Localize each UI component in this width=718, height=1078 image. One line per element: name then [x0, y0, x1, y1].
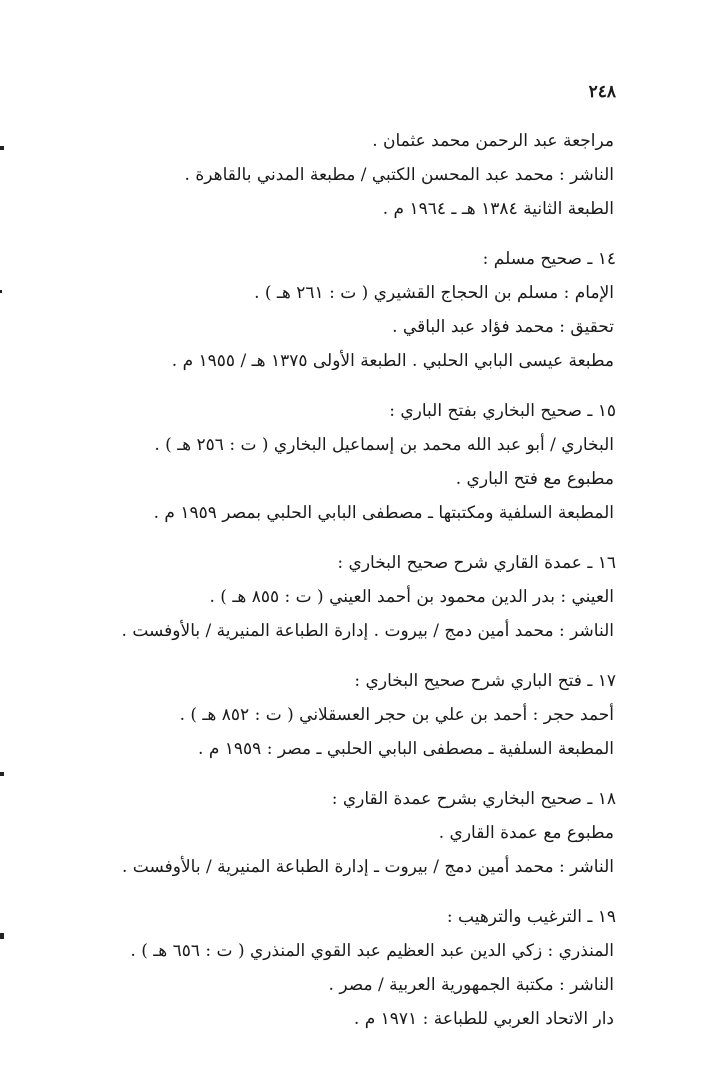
text-line: الطبعة الثانية ١٣٨٤ هـ ـ ١٩٦٤ م . [382, 199, 614, 219]
text-line: الإمام : مسلم بن الحجاج القشيري ( ت : ٢٦١ هـ ) . [254, 283, 614, 303]
entry-title: ١٨ ـ صحيح البخاري بشرح عمدة القاري : [331, 789, 616, 809]
margin-mark [0, 146, 4, 150]
entry-15 [116, 394, 616, 530]
text-line: مطبوع مع فتح الباري . [455, 469, 614, 489]
text-line: المطبعة السلفية ومكتبتها ـ مصطفى البابي الحلبي بمصر ١٩٥٩ م . [153, 503, 614, 523]
entry-title: ١٩ ـ الترغيب والترهيب : [446, 907, 616, 927]
text-line: مطبوع مع عمدة القاري . [438, 823, 614, 843]
text-line: البخاري / أبو عبد الله محمد بن إسماعيل البخاري ( ت : ٢٥٦ هـ ) . [154, 435, 614, 455]
text-line: الناشر : مكتبة الجمهورية العربية / مصر . [328, 975, 614, 995]
entry-17 [116, 664, 616, 766]
text-line: مطبعة عيسى البابي الحلبي . الطبعة الأولى ١٣٧٥ هـ / ١٩٥٥ م . [171, 351, 614, 371]
entry-19 [116, 900, 616, 1036]
text-line: العيني : بدر الدين محمود بن أحمد العيني ( ت : ٨٥٥ هـ ) . [209, 587, 614, 607]
text-line: الناشر : محمد عبد المحسن الكتبي / مطبعة المدني بالقاهرة . [184, 165, 614, 185]
entry-title: ١٧ ـ فتح الباري شرح صحيح البخاري : [354, 671, 616, 691]
margin-mark [0, 933, 4, 939]
intro-block [116, 124, 616, 226]
text-line: المنذري : زكي الدين عبد العظيم عبد القوي المنذري ( ت : ٦٥٦ هـ ) . [130, 941, 614, 961]
text-line: الناشر : محمد أمين دمج / بيروت . إدارة الطباعة المنيرية / بالأوفست . [121, 621, 614, 641]
entry-16 [116, 546, 616, 648]
entry-title: ١٥ ـ صحيح البخاري بفتح الباري : [389, 401, 616, 421]
entry-18 [116, 782, 616, 884]
text-line: الناشر : محمد أمين دمج / بيروت ـ إدارة الطباعة المنيرية / بالأوفست . [121, 857, 614, 877]
text-line: المطبعة السلفية ـ مصطفى البابي الحلبي ـ مصر : ١٩٥٩ م . [198, 739, 614, 759]
text-line: تحقيق : محمد فؤاد عبد الباقي . [392, 317, 614, 337]
text-line: مراجعة عبد الرحمن محمد عثمان . [372, 131, 614, 151]
margin-mark [0, 772, 4, 776]
page-number: ٢٤٨ [588, 82, 616, 102]
entry-title: ١٤ ـ صحيح مسلم : [482, 249, 616, 269]
entry-14 [116, 242, 616, 378]
text-line: أحمد حجر : أحمد بن علي بن حجر العسقلاني ( ت : ٨٥٢ هـ ) . [179, 705, 614, 725]
entry-title: ١٦ ـ عمدة القاري شرح صحيح البخاري : [337, 553, 616, 573]
text-line: دار الاتحاد العربي للطباعة : ١٩٧١ م . [353, 1009, 614, 1029]
margin-mark [0, 290, 2, 293]
bibliography [116, 124, 616, 1036]
